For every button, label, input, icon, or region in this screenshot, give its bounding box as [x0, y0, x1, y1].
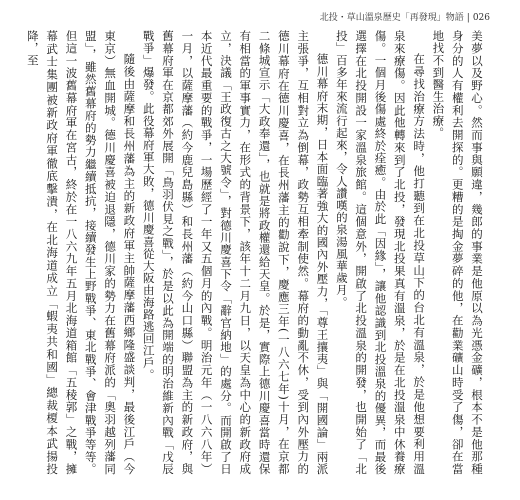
running-header	[320, 10, 490, 23]
paragraph: 德川幕府末期，日本面臨著強大的國內外壓力，「尊王攘夷」與「開國論」兩派主張爭，互相對立為倒幕，政勢互相牽制使然。幕府的動亂不休，受到內外壓力的德川幕府在德川慶喜，在長州藩主的勸說下，慶應三年(一八六七年)十月，在京都二條城宣示「大政奉還」，也就是將政權還給天皇。於是，實際上德川慶喜當時還保有相當的軍事實力，在形式的背景下，該年十二月九日，以天皇為中心的新政府成立，決議「王政復古之大號令」，對德川慶喜下令「辭官納地」的處分。而開啟了日本近代最重要的戰爭，一場歷經了一年又五個月的內戰。明治元年（一八六八年）一月，以薩摩藩（約今鹿兒島縣）和長州藩（約今山口縣）聯盟為主的新政府，與舊幕府軍在京都郊外展開「鳥羽伏見之戰」，於是以此為開端的明治維新內戰「戊辰戰爭」爆發。此役幕府軍大敗，德川慶喜從大阪由海路逃回江戶。	[141, 30, 330, 475]
vertical-body-text	[25, 30, 486, 475]
running-title: 北投・草山溫泉歷史「再發現」物語	[319, 13, 464, 23]
page-number: 026	[472, 13, 490, 23]
paragraph: 在尋找治療方法時，他打聽到在北投草山下的台北有溫泉，於是他想要利用溫泉來療傷。因此他轉來到了北投，發現北投果真有溫泉，於是在北投溫泉中休養療傷。一個月後傷處終於痊癒。由於此「因緣」，讓他認識到北投溫泉的優異，而最後選擇在北投開設一家溫泉旅館。這個意外，開啟了北投溫泉的開發，也開始了「北投」百多年來流行起來，令人讚嘆的泉湯風華歲月。	[334, 30, 427, 475]
paragraph: 美夢以及野心。然而事與願違，幾郎的事業是他原以為光憑金礦，根本不是他那種身分的人有權利去開探的。更糟的是掏金夢碎的他，在勸業礦山時受了傷，卻在當地找不到醫生治療。	[431, 30, 484, 475]
paragraph: 隨後由薩摩和長州藩為主的新政府軍主帥薩摩藩西鄉隆盛談判，最後江戶（今東京）無血開城。德川慶喜被迫退隱，德川家的勢力在舊幕府派的「奧羽越列藩同盟」，雖然舊幕府的勢力繼續抵抗，接續發生上野戰爭、東北戰爭、會津戰爭等等。但這一波舊幕府軍在宮古，終於在一八六九年五月北海道箱館「五稜郭」之戰，擁幕武士集團被新政府軍徹底擊潰，在北海道成立「蝦夷共和國」總裁榎本武揚投降，至	[25, 30, 137, 475]
header-separator: |	[466, 13, 470, 23]
